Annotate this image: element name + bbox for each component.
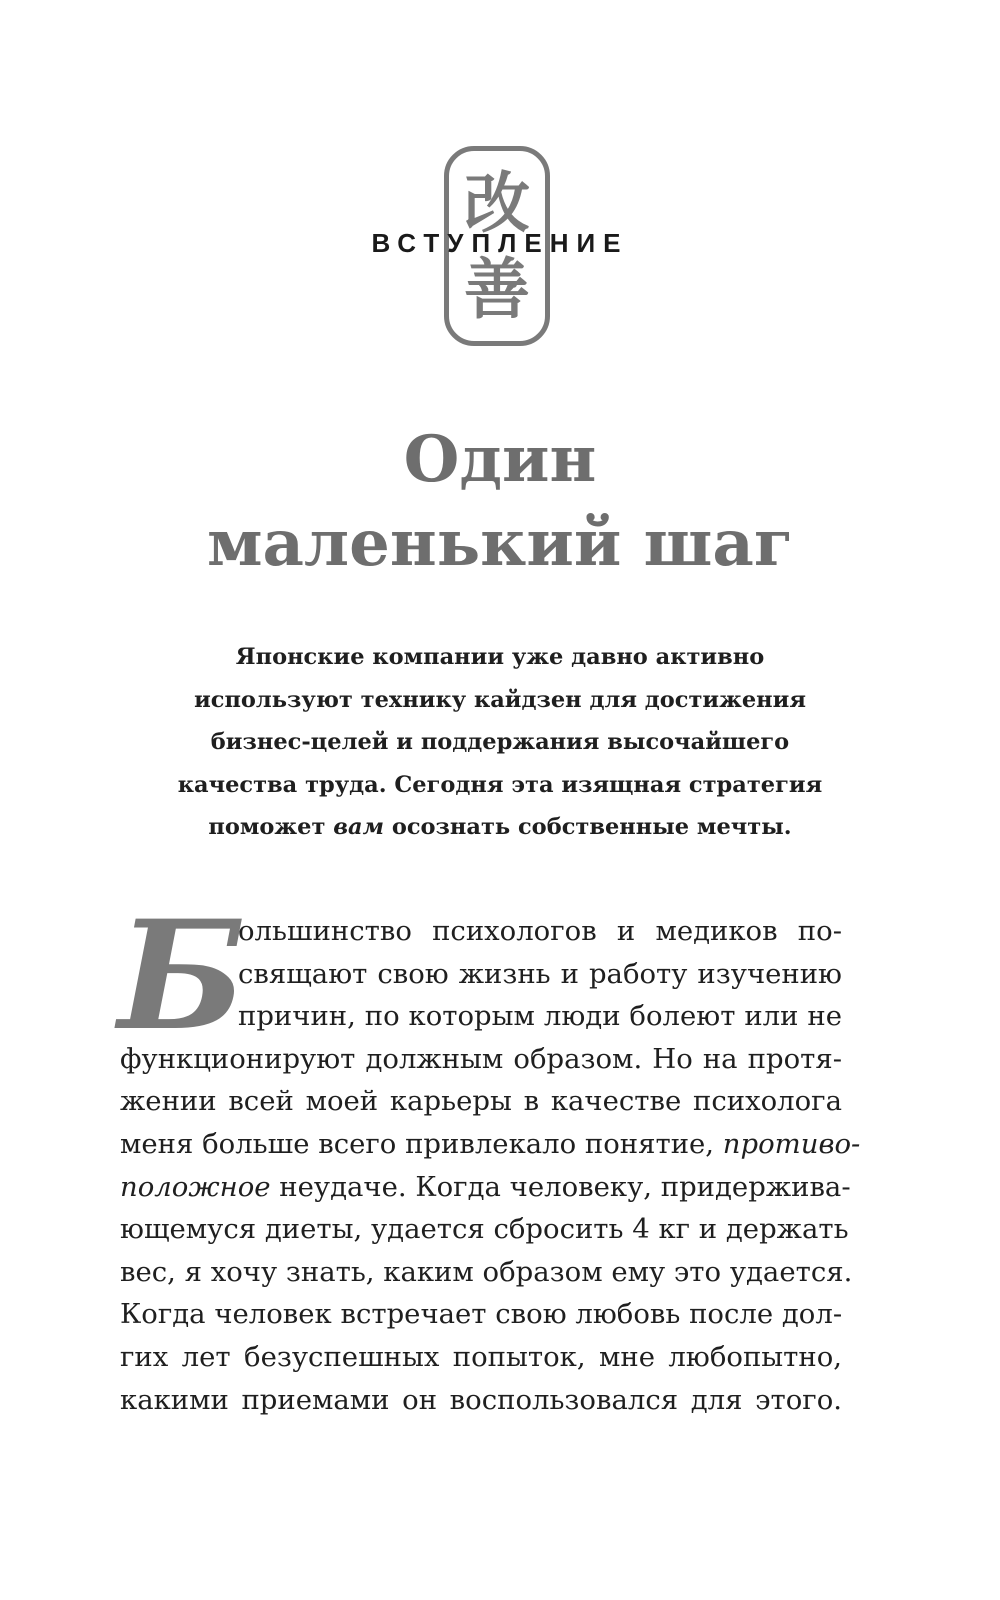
lead-line: используют технику кайдзен для достижения: [194, 686, 806, 713]
body-line: гих лет безуспешных попыток, мне любопытно,: [120, 1340, 842, 1373]
body-line: функционируют должным образом. Но на протя-: [120, 1042, 842, 1075]
lead-emphasis: вам: [333, 814, 384, 840]
body-line: Когда человек встречает свою любовь после дол-: [120, 1298, 843, 1331]
lead-line: качества труда. Сегодня эта изящная стратегия: [177, 771, 823, 798]
seal-glyph-top: 改: [464, 164, 530, 243]
body-paragraph: [118, 888, 861, 1421]
body-line: ющемуся диеты, удается сбросить 4 кг и держать: [120, 1213, 849, 1246]
section-label-text: ВСТУПЛЕНИЕ: [371, 228, 629, 258]
body-emphasis: противо-: [722, 1127, 861, 1160]
lead-line: Японские компании уже давно активно: [235, 644, 765, 670]
lead-text: осознать собственные мечты.: [383, 814, 792, 840]
lead-text: поможет: [208, 814, 334, 840]
lead-line: [150, 806, 850, 849]
body-line: [120, 1166, 851, 1209]
body-text: меня больше всего привлекало понятие,: [120, 1127, 723, 1160]
chapter-title-line-1: Один: [403, 422, 597, 497]
lead-paragraph: [150, 636, 850, 849]
body-line: ольшинство психологов и медиков по-: [238, 915, 842, 947]
section-label: [0, 228, 1000, 258]
body-text: неудаче. Когда человеку, придержива-: [270, 1170, 851, 1203]
body-line: вес, я хочу знать, каким образом ему это удается.: [120, 1255, 853, 1288]
chapter-title-line-2: маленький шаг: [206, 506, 794, 581]
body-emphasis: положное: [120, 1170, 271, 1203]
lead-line: бизнес-целей и поддержания высочайшего: [210, 729, 790, 755]
body-line: причин, по которым люди болеют или не: [238, 1000, 842, 1033]
body-line: [120, 1123, 861, 1166]
body-line: какими приемами он воспользовался для этого.: [120, 1383, 842, 1416]
body-line: свящают свою жизнь и работу изучению: [238, 957, 842, 990]
drop-cap: Б: [118, 888, 247, 1064]
seal-glyph-bottom: 善: [464, 249, 530, 328]
chapter-title: [0, 418, 1000, 586]
body-line: жении всей моей карьеры в качестве психолога: [120, 1085, 842, 1118]
